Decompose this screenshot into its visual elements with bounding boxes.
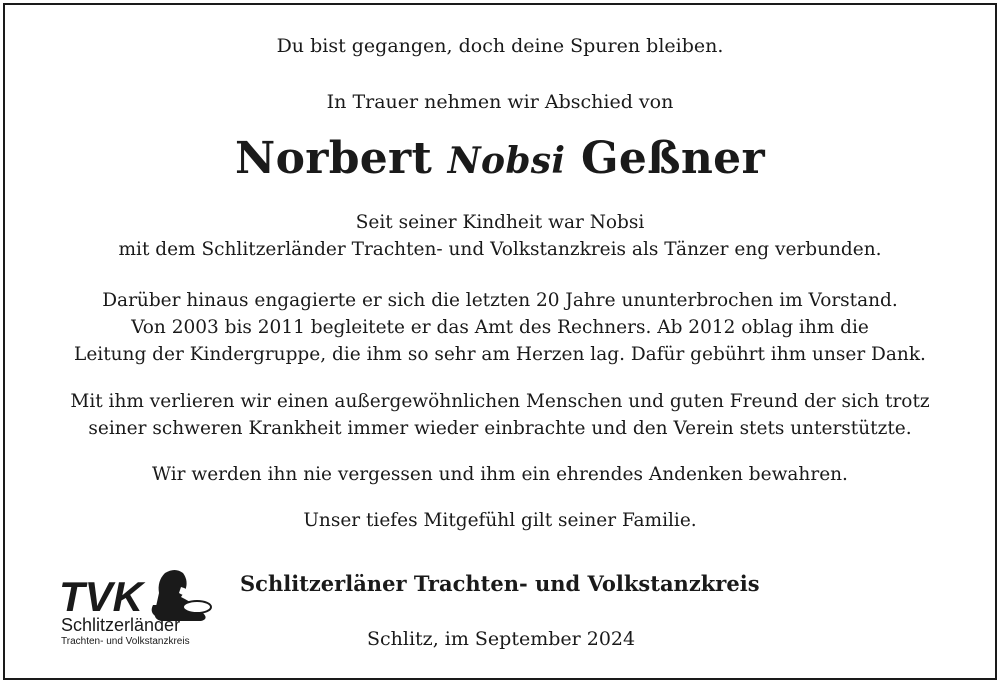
obituary-frame	[3, 3, 997, 680]
place-date: Schlitz, im September 2024	[367, 628, 636, 650]
paragraph-1-line-1: Seit seiner Kindheit war Nobsi	[355, 212, 645, 233]
paragraph-3-line-2: seiner schweren Krankheit immer wieder einbrachte und den Verein stets unterstützte.	[88, 418, 912, 439]
logo-letters: TVK	[59, 573, 143, 620]
intro-line: In Trauer nehmen wir Abschied von	[326, 91, 674, 113]
paragraph-5: Unser tiefes Mitgefühl gilt seiner Familie.	[303, 510, 697, 531]
logo-line-1: Schlitzerländer	[61, 615, 181, 635]
motto: Du bist gegangen, doch deine Spuren bleiben.	[276, 35, 724, 57]
paragraph-2-line-3: Leitung der Kindergruppe, die ihm so sehr am Herzen lag. Dafür gebührt ihm unser Dank.	[74, 344, 926, 365]
paragraph-4: Wir werden ihn nie vergessen und ihm ein ehrendes Andenken bewahren.	[152, 464, 848, 485]
deceased-name	[5, 133, 995, 184]
paragraph-3-line-1: Mit ihm verlieren wir einen außergewöhnlichen Menschen und guten Freund der sich trotz	[70, 391, 930, 412]
paragraph-2-line-1: Darüber hinaus engagierte er sich die letzten 20 Jahre ununterbrochen im Vorstand.	[102, 290, 898, 311]
paragraph-1-line-2: mit dem Schlitzerländer Trachten- und Volkstanzkreis als Tänzer eng verbunden.	[118, 239, 882, 260]
last-name: Geßner	[580, 133, 765, 184]
nickname: Nobsi	[447, 140, 566, 182]
first-name: Norbert	[235, 133, 433, 184]
paragraph-2-line-2: Von 2003 bis 2011 begleitete er das Amt des Rechners. Ab 2012 oblag ihm die	[131, 317, 869, 338]
clog-shoe-icon	[152, 570, 211, 621]
club-name: Schlitzerläner Trachten- und Volkstanzkreis	[240, 571, 760, 596]
logo-line-2: Trachten- und Volkstanzkreis	[61, 636, 190, 647]
